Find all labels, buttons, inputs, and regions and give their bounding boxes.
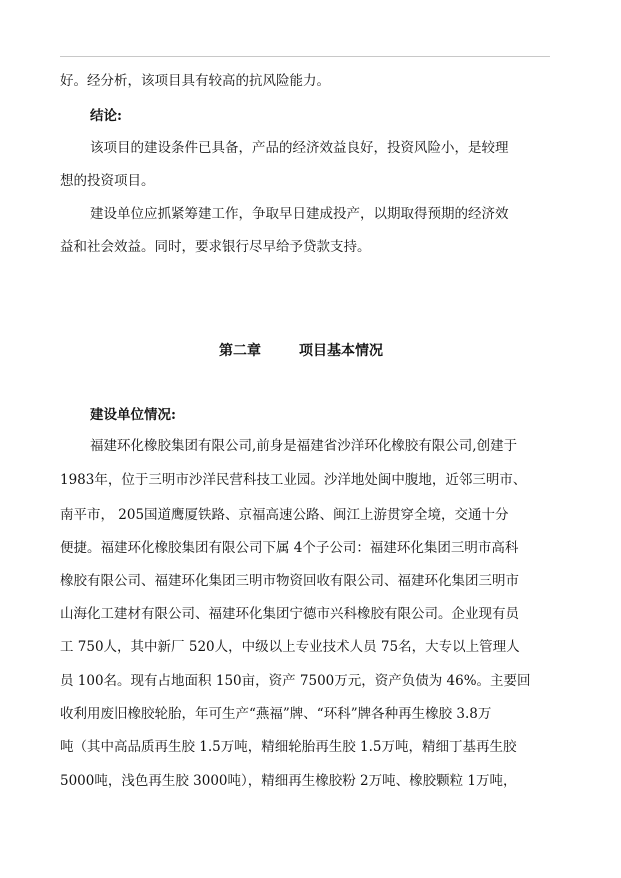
header-rule — [60, 56, 550, 57]
unit-paragraph-line: 员 100名。现有占地面积 150亩，资产 7500万元，资产负债为 46%。主要回 — [60, 673, 531, 689]
unit-paragraph-line: 收利用废旧橡胶轮胎，年可生产“燕福”牌、“环科”牌各种再生橡胶 3.8万 — [60, 706, 492, 722]
intro-line: 好。经分析，该项目具有较高的抗风险能力。 — [60, 73, 330, 89]
unit-heading: 建设单位情况: — [90, 407, 176, 423]
chapter-title: 项目基本情况 — [299, 343, 383, 359]
unit-paragraph-line: 5000吨，浅色再生胶 3000吨），精细再生橡胶粉 2万吨、橡胶颗粒 1万吨， — [60, 773, 517, 789]
unit-paragraph-line: 便捷。福建环化橡胶集团有限公司下属 4个子公司：福建环化集团三明市高科 — [60, 540, 519, 556]
unit-paragraph-line: 1983年，位于三明市沙洋民营科技工业园。沙洋地处闽中腹地，近邻三明市、 — [60, 472, 527, 488]
conclusion-heading: 结论: — [90, 108, 122, 124]
unit-paragraph-line: 山海化工建材有限公司、福建环化集团宁德市兴科橡胶有限公司。企业现有员 — [60, 606, 519, 622]
conclusion-p1-line: 想的投资项目。 — [60, 173, 155, 189]
conclusion-p1-line: 该项目的建设条件已具备，产品的经济效益良好，投资风险小，是较理 — [90, 140, 509, 156]
unit-paragraph-line: 南平市， 205国道鹰厦铁路、京福高速公路、闽江上游贯穿全境，交通十分 — [60, 507, 509, 523]
chapter-number: 第二章 — [219, 343, 261, 359]
unit-paragraph-line: 橡胶有限公司、福建环化集团三明市物资回收有限公司、福建环化集团三明市 — [60, 573, 519, 589]
unit-paragraph-line: 福建环化橡胶集团有限公司,前身是福建省沙洋环化橡胶有限公司,创建于 — [90, 438, 518, 454]
unit-paragraph-line: 工 750人，其中新厂 520人，中级以上专业技术人员 75名，大专以上管理人 — [60, 639, 520, 655]
conclusion-p2-line: 建设单位应抓紧筹建工作，争取早日建成投产，以期取得预期的经济效 — [90, 206, 509, 222]
conclusion-p2-line: 益和社会效益。同时，要求银行尽早给予贷款支持。 — [60, 239, 371, 255]
unit-paragraph-line: 吨（其中高品质再生胶 1.5万吨，精细轮胎再生胶 1.5万吨，精细丁基再生胶 — [60, 739, 517, 755]
